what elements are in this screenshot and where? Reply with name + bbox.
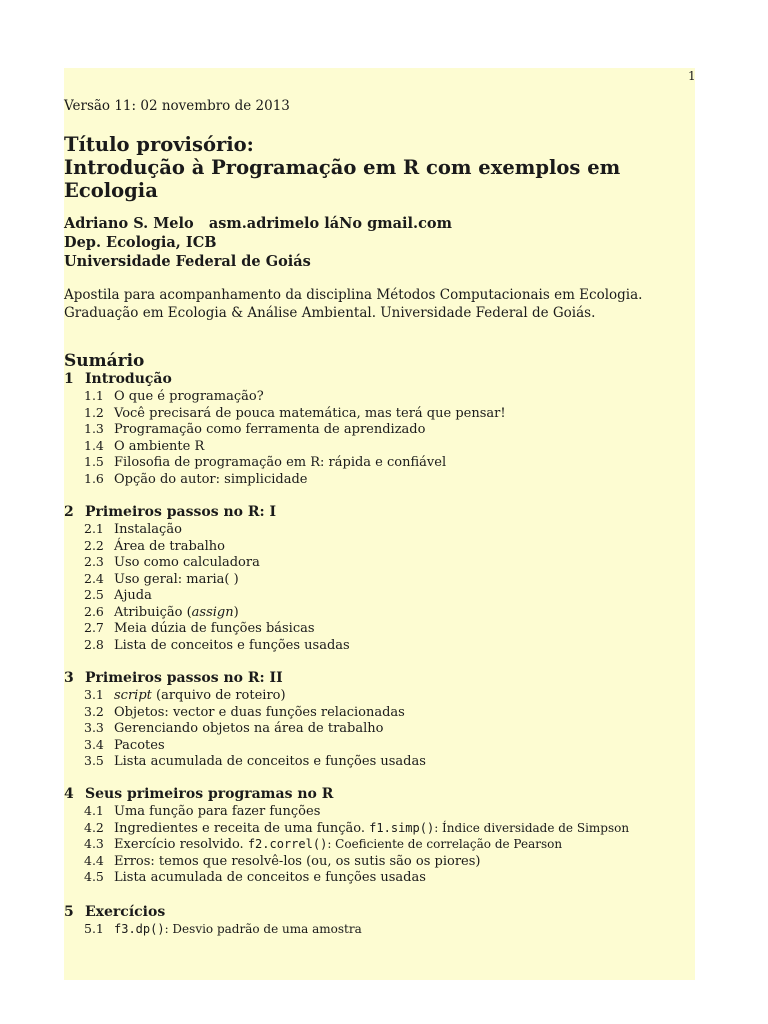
item-text-suffix: ) bbox=[233, 604, 239, 620]
item-text: Opção do autor: simplicidade bbox=[114, 471, 308, 487]
toc-item[interactable] bbox=[64, 869, 689, 886]
item-number: 2.1 bbox=[84, 521, 104, 536]
toc-item[interactable] bbox=[64, 538, 689, 555]
toc-item[interactable] bbox=[64, 687, 689, 704]
toc-item[interactable] bbox=[64, 753, 689, 770]
title-line-2: Introdução à Programação em R com exemplos em bbox=[64, 156, 621, 179]
toc-item[interactable] bbox=[64, 454, 689, 471]
item-text: Objetos: vector e duas funções relacionadas bbox=[114, 704, 405, 720]
item-text: Área de trabalho bbox=[114, 538, 225, 554]
item-number: 1.6 bbox=[84, 470, 104, 486]
section-title: Seus primeiros programas no R bbox=[85, 786, 334, 802]
author-department: Dep. Ecologia, ICB bbox=[64, 234, 217, 251]
item-code: f3.dp() bbox=[114, 922, 165, 936]
item-text: Gerenciando objetos na área de trabalho bbox=[114, 721, 384, 736]
section-number: 5 bbox=[64, 904, 74, 920]
item-number: 3.5 bbox=[84, 753, 104, 768]
item-text: O que é programação? bbox=[114, 389, 264, 404]
toc-section-2 bbox=[64, 504, 689, 653]
toc-item[interactable] bbox=[64, 836, 689, 853]
item-italic-term: script bbox=[114, 688, 152, 703]
toc-section-heading[interactable] bbox=[64, 670, 689, 687]
section-title: Primeiros passos no R: I bbox=[85, 504, 277, 520]
description bbox=[64, 286, 689, 322]
item-text: Lista de conceitos e funções usadas bbox=[114, 637, 350, 653]
item-number: 4.4 bbox=[84, 852, 104, 868]
item-text-suffix: : Índice diversidade de Simpson bbox=[434, 820, 630, 835]
item-number: 1.5 bbox=[84, 454, 104, 469]
item-text: Pacotes bbox=[114, 737, 165, 753]
author-block bbox=[64, 214, 452, 271]
toc-item[interactable] bbox=[64, 637, 689, 654]
item-number: 3.4 bbox=[84, 736, 104, 752]
toc-item[interactable] bbox=[64, 471, 689, 488]
page-number: 1 bbox=[688, 69, 696, 83]
description-line-2: Graduação em Ecologia & Análise Ambiental. Universidade Federal de Goiás. bbox=[64, 305, 596, 321]
toc-item[interactable] bbox=[64, 405, 689, 422]
item-number: 2.7 bbox=[84, 620, 104, 635]
toc-item[interactable] bbox=[64, 571, 689, 588]
item-text: Uso como calculadora bbox=[114, 555, 260, 570]
document-title bbox=[64, 133, 664, 202]
title-line-3: Ecologia bbox=[64, 179, 158, 202]
item-text-suffix: : Desvio padrão de uma amostra bbox=[164, 922, 362, 936]
item-number: 3.3 bbox=[84, 720, 104, 735]
item-number: 2.6 bbox=[84, 603, 104, 619]
section-number: 1 bbox=[64, 371, 74, 387]
item-number: 3.2 bbox=[84, 703, 104, 719]
item-text: Uma função para fazer funções bbox=[114, 804, 321, 819]
item-text: Ajuda bbox=[114, 588, 152, 603]
section-number: 2 bbox=[64, 504, 74, 520]
toc-item[interactable] bbox=[64, 521, 689, 538]
item-text: Filosofia de programação em R: rápida e confiável bbox=[114, 455, 447, 470]
section-title: Primeiros passos no R: II bbox=[85, 670, 283, 686]
item-text: O ambiente R bbox=[114, 438, 205, 454]
summary-heading: Sumário bbox=[64, 351, 145, 371]
item-text: Lista acumulada de conceitos e funções usadas bbox=[114, 754, 426, 769]
item-number: 2.3 bbox=[84, 554, 104, 569]
item-number: 1.3 bbox=[84, 421, 104, 436]
item-number: 2.8 bbox=[84, 636, 104, 652]
toc-section-5 bbox=[64, 904, 689, 938]
toc-section-heading[interactable] bbox=[64, 786, 689, 803]
toc-section-heading[interactable] bbox=[64, 904, 689, 921]
toc-item[interactable] bbox=[64, 554, 689, 571]
item-text-suffix: (arquivo de roteiro) bbox=[151, 688, 286, 703]
item-number: 4.3 bbox=[84, 836, 104, 851]
author-university: Universidade Federal de Goiás bbox=[64, 253, 311, 270]
section-title: Introdução bbox=[85, 371, 172, 387]
item-text: Lista acumulada de conceitos e funções usadas bbox=[114, 870, 426, 885]
toc-item[interactable] bbox=[64, 704, 689, 721]
item-text: Atribuição ( bbox=[114, 604, 192, 620]
toc-item[interactable] bbox=[64, 421, 689, 438]
toc-item[interactable] bbox=[64, 620, 689, 637]
item-text: Programação como ferramenta de aprendizado bbox=[114, 422, 426, 437]
item-italic-term: assign bbox=[191, 604, 234, 620]
item-code: f1.simp() bbox=[369, 820, 435, 835]
toc-section-heading[interactable] bbox=[64, 504, 689, 521]
toc-item[interactable] bbox=[64, 921, 689, 938]
item-number: 2.5 bbox=[84, 587, 104, 602]
item-text: Exercício resolvido. bbox=[114, 837, 248, 852]
item-number: 1.4 bbox=[84, 437, 104, 453]
toc-section-4 bbox=[64, 786, 689, 886]
toc-item[interactable] bbox=[64, 737, 689, 754]
section-number: 4 bbox=[64, 786, 74, 802]
version-line: Versão 11: 02 novembro de 2013 bbox=[64, 98, 290, 114]
toc-section-1 bbox=[64, 371, 689, 487]
item-text-suffix: : Coeficiente de correlação de Pearson bbox=[327, 837, 563, 851]
toc-section-3 bbox=[64, 670, 689, 770]
item-text: Uso geral: maria( ) bbox=[114, 571, 239, 587]
item-number: 5.1 bbox=[84, 921, 104, 936]
section-number: 3 bbox=[64, 670, 74, 686]
toc-item[interactable] bbox=[64, 720, 689, 737]
item-number: 2.2 bbox=[84, 537, 104, 553]
item-text: Instalação bbox=[114, 522, 182, 537]
toc-item[interactable] bbox=[64, 388, 689, 405]
title-line-1: Título provisório: bbox=[64, 133, 254, 156]
toc-item[interactable] bbox=[64, 438, 689, 455]
item-text: Você precisará de pouca matemática, mas terá que pensar! bbox=[114, 405, 506, 421]
item-text: Ingredientes e receita de uma função. bbox=[114, 820, 370, 836]
item-number: 4.2 bbox=[84, 819, 104, 835]
item-text: Meia dúzia de funções básicas bbox=[114, 621, 315, 636]
toc-item[interactable] bbox=[64, 604, 689, 621]
toc-item[interactable] bbox=[64, 853, 689, 870]
description-line-1: Apostila para acompanhamento da disciplina Métodos Computacionais em Ecologia. bbox=[64, 287, 643, 303]
item-text: Erros: temos que resolvê-los (ou, os sutis são os piores) bbox=[114, 853, 481, 869]
item-number: 4.1 bbox=[84, 803, 104, 818]
author-name-email: Adriano S. Melo asm.adrimelo láNo gmail.com bbox=[64, 215, 452, 232]
toc-item[interactable] bbox=[64, 803, 689, 820]
item-number: 2.4 bbox=[84, 570, 104, 586]
toc-item[interactable] bbox=[64, 820, 689, 837]
item-number: 1.2 bbox=[84, 404, 104, 420]
item-code: f2.correl() bbox=[247, 837, 328, 851]
section-title: Exercícios bbox=[85, 904, 166, 920]
item-number: 1.1 bbox=[84, 388, 104, 403]
item-number: 3.1 bbox=[84, 687, 104, 702]
toc-section-heading[interactable] bbox=[64, 371, 689, 388]
item-number: 4.5 bbox=[84, 869, 104, 884]
toc-item[interactable] bbox=[64, 587, 689, 604]
